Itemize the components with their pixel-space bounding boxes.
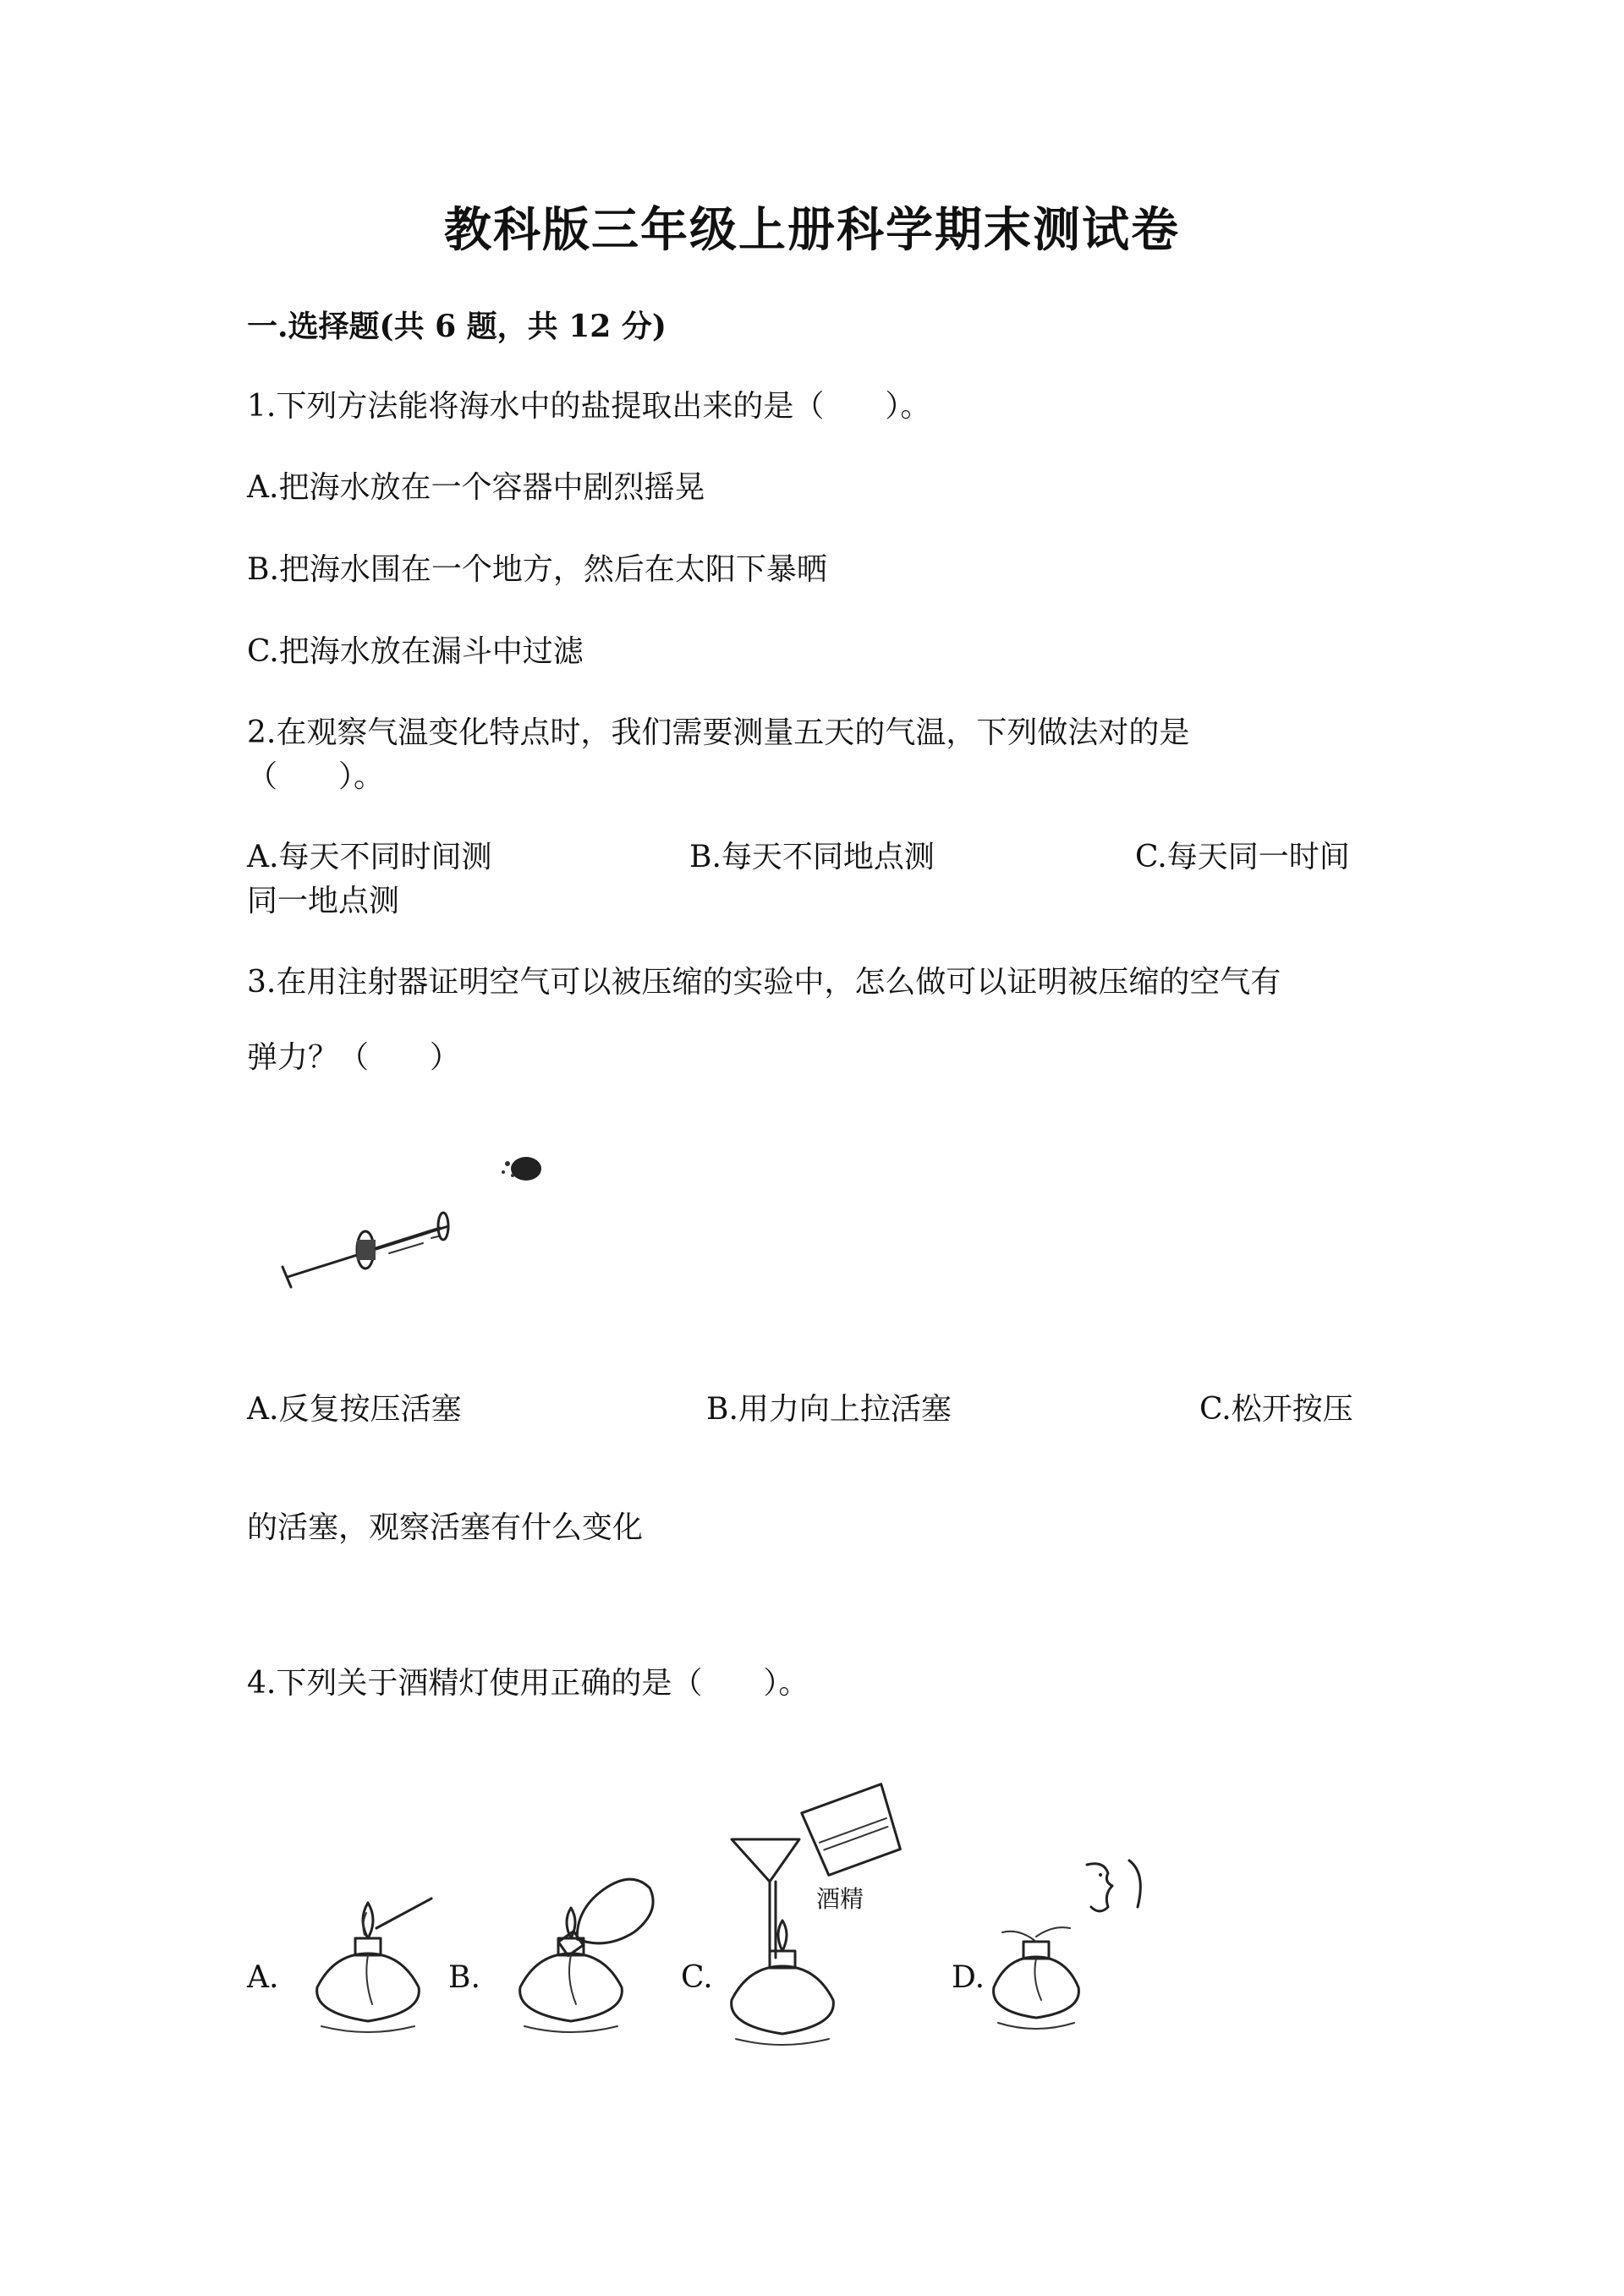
- q3-option-b: B.用力向上拉活塞: [706, 1392, 952, 1427]
- q2-option-a: A.每天不同时间测: [247, 840, 492, 874]
- alcohol-text: 酒精: [816, 1885, 864, 1913]
- q1-option-b: B.把海水围在一个地方，然后在太阳下暴晒: [247, 552, 827, 587]
- q3-stem-line1: 3.在用注射器证明空气可以被压缩的实验中，怎么做可以证明被压缩的空气有: [247, 965, 1281, 1000]
- q2-stem-line2: （ ）。: [247, 759, 385, 794]
- alcohol-lamp-a-figure: [283, 1860, 453, 2055]
- q1-stem: 1.下列方法能将海水中的盐提取出来的是（ ）。: [247, 389, 931, 424]
- q1-option-c: C.把海水放在漏斗中过滤: [247, 634, 584, 669]
- page-title: 教科版三年级上册科学期末测试卷: [444, 202, 1180, 258]
- q3-stem-line2: 弹力？（ ）: [247, 1040, 461, 1075]
- alcohol-lamp-b-figure: [486, 1852, 672, 2055]
- q2-option-c-continued: 同一地点测: [247, 884, 400, 918]
- q4-label-b: B.: [448, 1960, 480, 1995]
- q4-stem: 4.下列关于酒精灯使用正确的是（ ）。: [247, 1666, 809, 1701]
- q4-label-a: A.: [247, 1960, 279, 1995]
- face-icon: [1078, 1856, 1155, 1924]
- q3-option-c: C.松开按压: [1199, 1392, 1353, 1427]
- q3-option-a: A.反复按压活塞: [247, 1392, 462, 1427]
- q2-option-c: C.每天同一时间: [1135, 840, 1350, 874]
- section-heading: 一.选择题(共 6 题，共 12 分): [247, 309, 667, 344]
- q3-option-c-continued: 的活塞，观察活塞有什么变化: [247, 1510, 644, 1545]
- q4-label-d: D.: [952, 1960, 985, 1995]
- q2-stem-line1: 2.在观察气温变化特点时，我们需要测量五天的气温，下列做法对的是: [247, 715, 1190, 750]
- alcohol-lamp-c-figure: [723, 1772, 926, 2059]
- q1-option-a: A.把海水放在一个容器中剧烈摇晃: [247, 470, 705, 505]
- syringe-figure: [271, 1142, 575, 1294]
- q2-option-b: B.每天不同地点测: [689, 840, 935, 874]
- q4-label-c: C.: [681, 1960, 713, 1995]
